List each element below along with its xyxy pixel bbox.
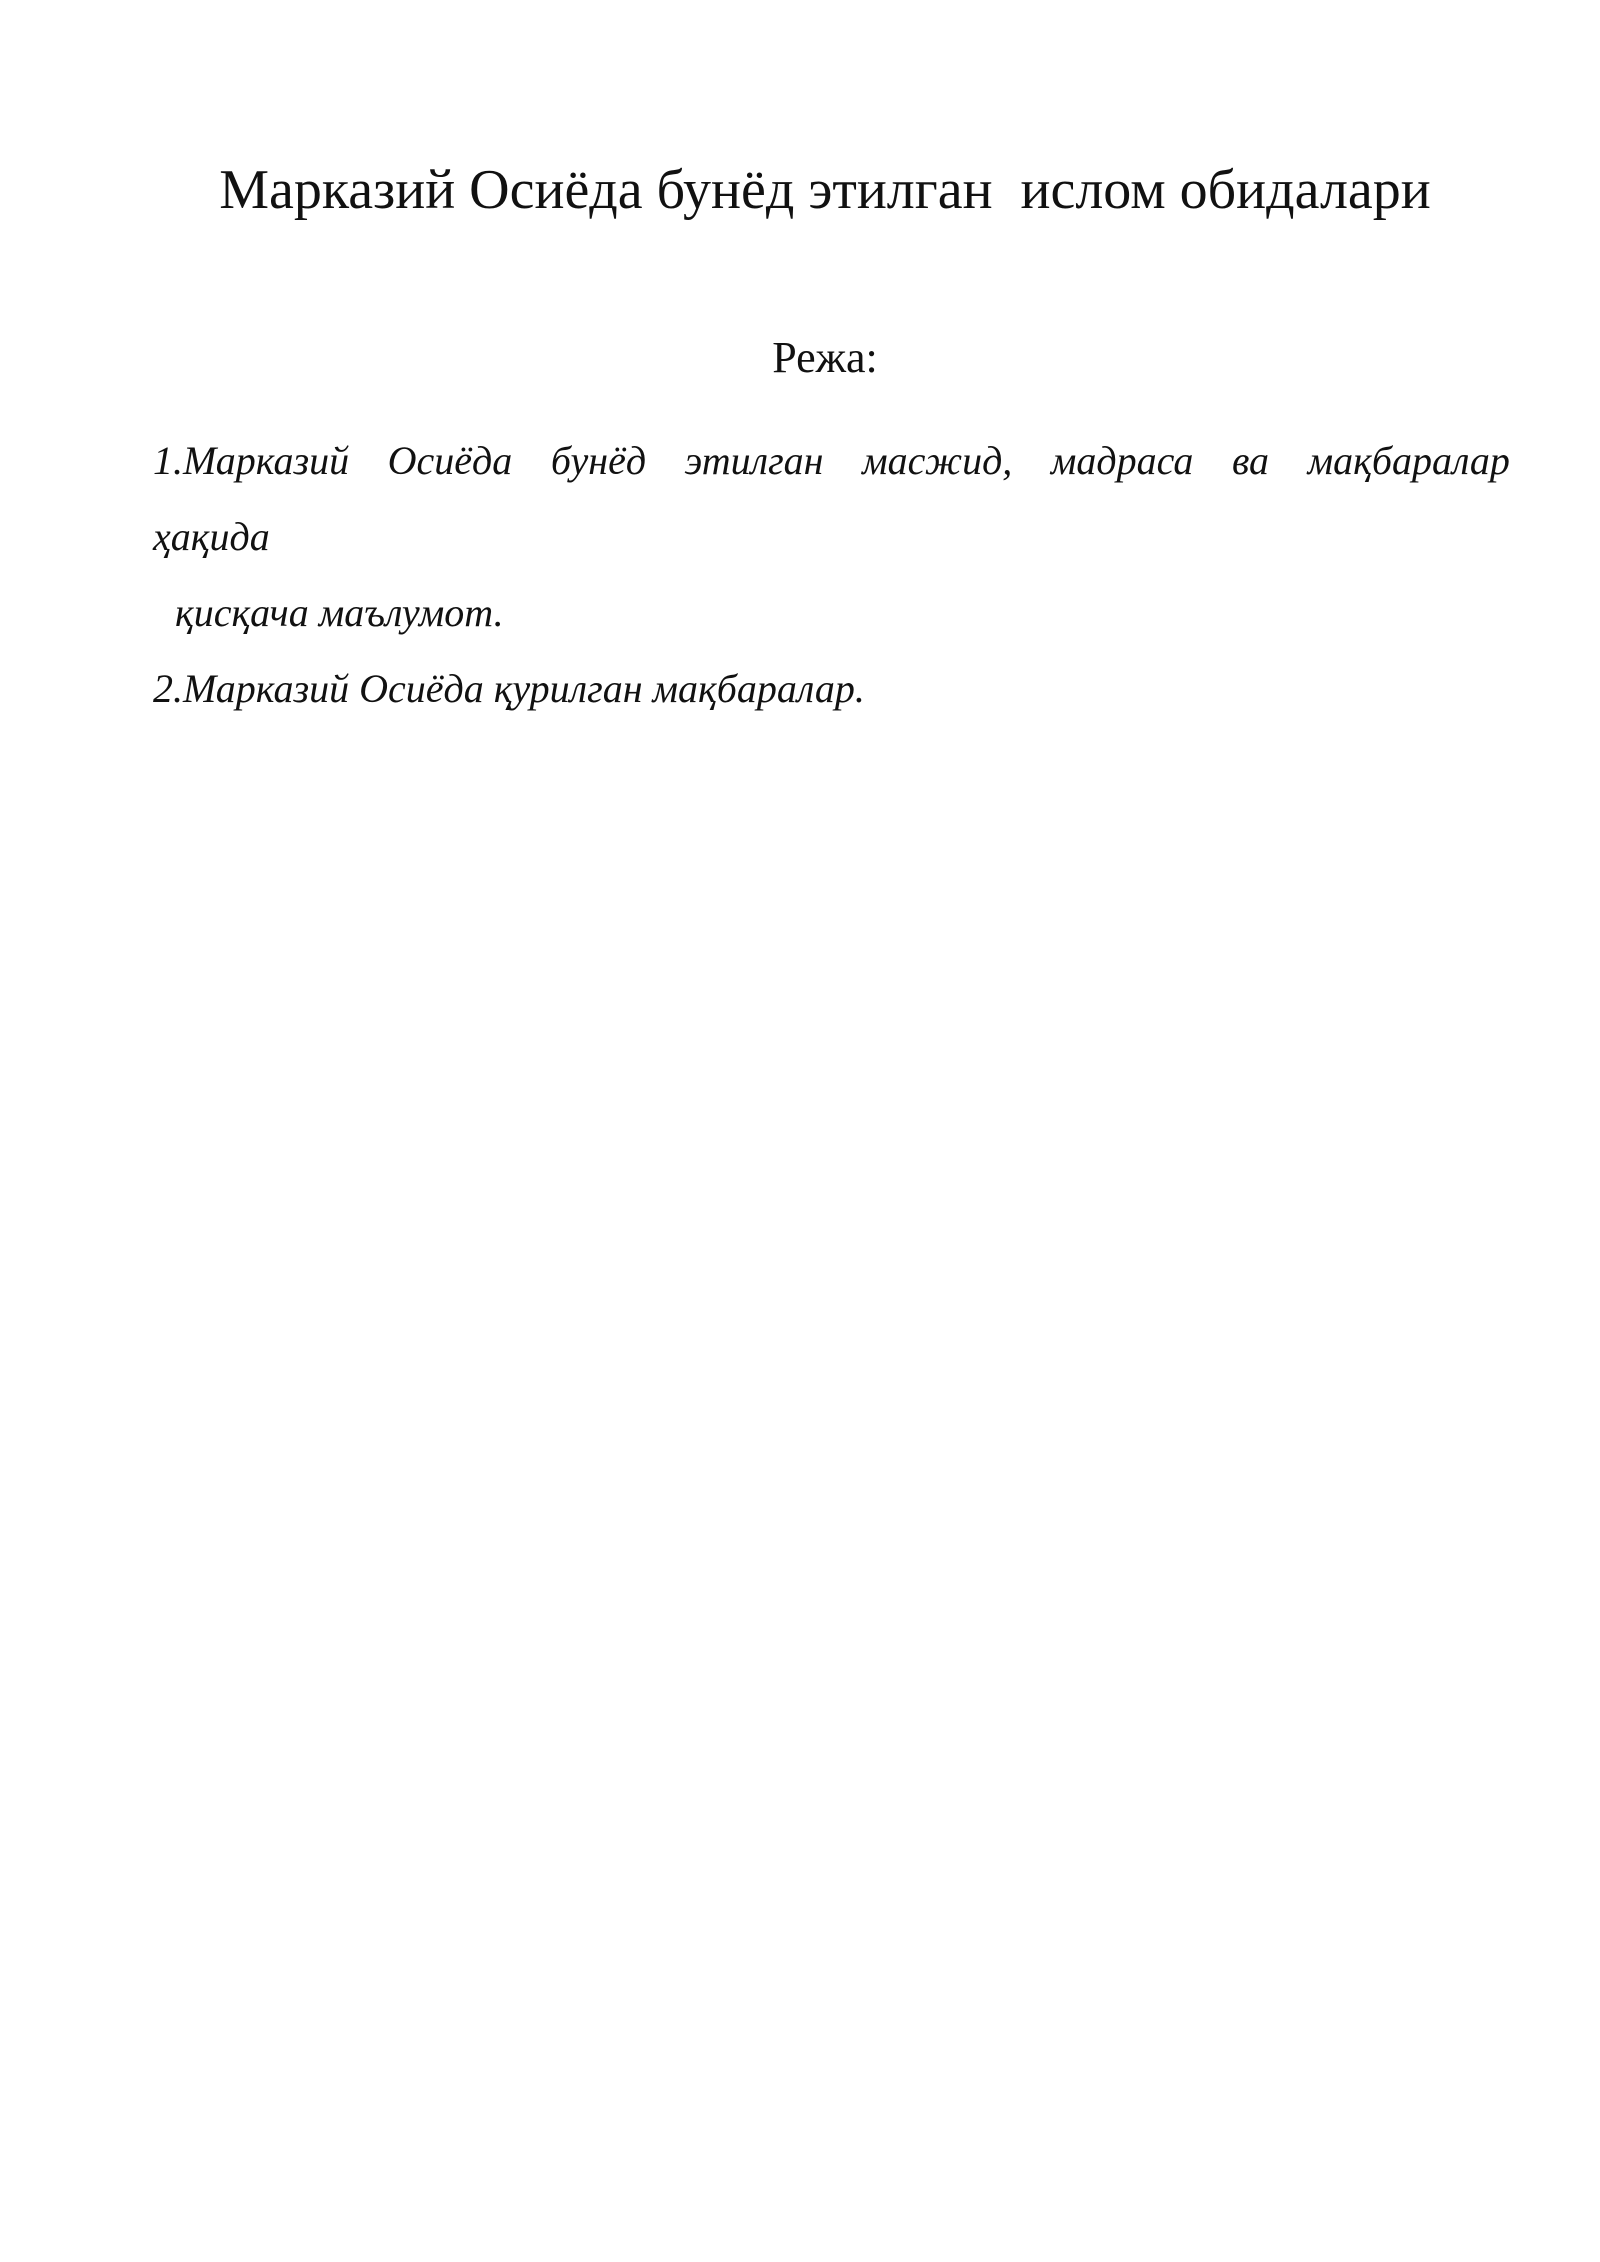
plan-item-1-word: ва [1231,438,1270,483]
plan-item-1-line-3: қисқача маълумот. [175,590,504,635]
plan-item-1-word: Осиёда [387,438,513,483]
plan-item-1-word: мақбаралар [1307,438,1510,483]
plan-item-1-word: 1.Марказий [153,438,350,483]
plan-item-1-word: бунёд [550,438,647,483]
plan-item-1-word: масжид, [862,438,1013,483]
plan-heading: Режа: [772,333,878,382]
plan-item-2: 2.Марказий Осиёда қурилган мақбаралар. [153,666,865,711]
plan-item-1-line-2: ҳақида [153,514,270,559]
plan-item-1-line-1 [153,423,1510,499]
document-title: Марказий Осиёда бунёд этилган ислом обидалари [219,159,1431,221]
plan-item-1-word: мадраса [1050,438,1194,483]
plan-item-1-word: этилган [684,438,824,483]
